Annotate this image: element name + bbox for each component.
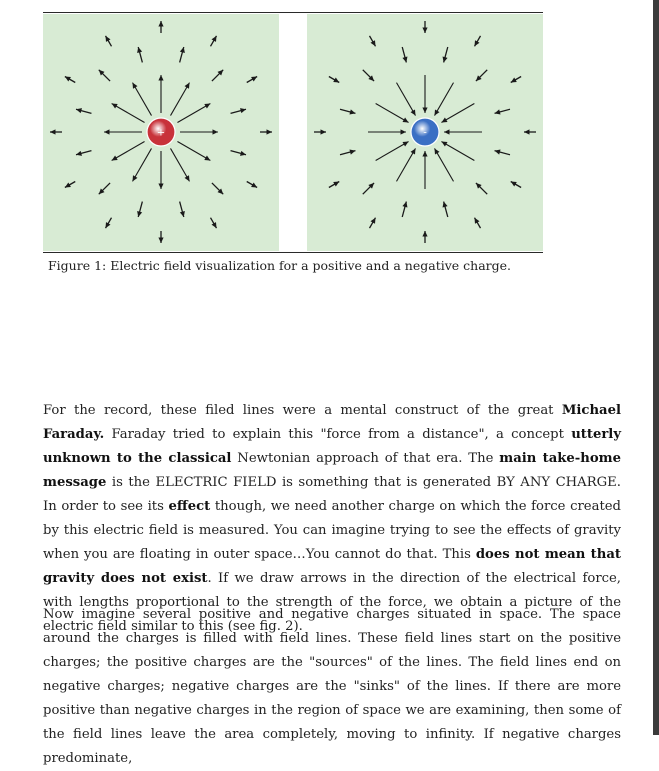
field-arrow bbox=[112, 104, 145, 123]
field-arrow bbox=[329, 77, 339, 83]
field-arrow bbox=[370, 218, 376, 228]
bold-phrase: Michael Faraday. bbox=[43, 403, 621, 442]
pos-charge-symbol: + bbox=[156, 127, 166, 139]
field-arrow bbox=[524, 129, 536, 134]
field-arrow bbox=[158, 231, 163, 243]
field-arrow bbox=[76, 151, 91, 156]
field-arrow bbox=[476, 183, 487, 194]
field-figure bbox=[43, 12, 543, 254]
figure-caption: Figure 1: Electric field visualization for a positive and a negative charge. bbox=[48, 258, 512, 273]
figure-bottom-rule bbox=[43, 252, 543, 253]
field-arrow bbox=[340, 109, 355, 114]
page-edge bbox=[653, 0, 659, 735]
field-arrow bbox=[435, 83, 454, 116]
field-arrow bbox=[99, 183, 110, 194]
field-arrow bbox=[231, 108, 246, 113]
field-arrow bbox=[368, 129, 406, 134]
field-arrow bbox=[314, 129, 326, 134]
text-run: is the ELECTRIC FIELD is something that is generated BY ANY CHARGE. In order to see its bbox=[43, 475, 621, 514]
negative-field-diagram bbox=[307, 14, 543, 251]
field-arrow bbox=[65, 182, 75, 188]
field-arrow bbox=[247, 182, 257, 188]
field-arrow bbox=[104, 129, 142, 134]
field-arrow bbox=[212, 183, 223, 194]
field-arrow bbox=[441, 142, 474, 161]
field-arrow bbox=[443, 47, 448, 62]
field-arrow bbox=[133, 148, 152, 181]
paragraph-field-lines bbox=[43, 603, 621, 771]
field-arrow bbox=[50, 129, 62, 134]
field-arrow bbox=[376, 142, 409, 161]
field-arrow bbox=[476, 70, 487, 81]
field-arrow bbox=[435, 148, 454, 181]
text-run: Faraday tried to explain this "force from a distance", a concept bbox=[104, 427, 572, 442]
field-arrow bbox=[441, 104, 474, 123]
text-run: though, we need another charge on which the force created by this electric field is measured. You can imagine trying to see the effects of gravity when you are floating in outer space…You cannot do that. This bbox=[43, 499, 621, 562]
field-arrow bbox=[137, 47, 142, 62]
field-arrow bbox=[211, 36, 217, 46]
text-run: Now imagine several positive and negative charges situated in space. The space around the charges is filled with field lines. These field lines start on the positive charges; the positive charges are the "sources" of the lines. The field lines end on negative charges; negative charges are the "sinks" of the lines. If there are more positive than negative charges in the region of space we are examining, then some of the field lines leave the area completely, moving to infinity. If negative charges predominate, bbox=[43, 607, 621, 766]
text-run: For the record, these filed lines were a mental construct of the great bbox=[43, 403, 562, 418]
field-arrow bbox=[495, 150, 510, 155]
field-arrow bbox=[402, 47, 407, 62]
field-arrow bbox=[180, 202, 185, 217]
text-run: Newtonian approach of that era. The bbox=[231, 451, 500, 466]
field-arrow bbox=[511, 182, 521, 188]
field-arrow bbox=[158, 75, 163, 113]
field-arrow bbox=[370, 36, 376, 46]
field-arrow bbox=[511, 77, 521, 83]
field-arrow bbox=[171, 148, 190, 181]
field-arrow bbox=[231, 151, 246, 156]
pos-charge-sphere bbox=[147, 118, 175, 146]
field-arrow bbox=[180, 47, 185, 62]
field-arrow bbox=[171, 83, 190, 116]
field-arrow bbox=[212, 70, 223, 81]
field-arrow bbox=[363, 70, 374, 81]
field-arrow bbox=[422, 151, 427, 189]
bold-phrase: utterly unknown to the classical bbox=[43, 427, 621, 466]
bold-phrase: does not mean that gravity does not exist bbox=[43, 547, 621, 586]
field-arrow bbox=[376, 104, 409, 123]
field-arrow bbox=[397, 83, 416, 116]
field-arrow bbox=[106, 36, 112, 46]
bold-phrase: effect bbox=[168, 499, 211, 514]
field-arrow bbox=[133, 83, 152, 116]
figure-top-rule bbox=[43, 12, 543, 13]
field-arrow bbox=[137, 202, 142, 217]
field-arrow bbox=[65, 77, 75, 83]
positive-charge-panel bbox=[43, 14, 279, 251]
negative-charge-panel bbox=[307, 14, 543, 251]
field-arrow bbox=[260, 129, 272, 134]
field-arrow bbox=[422, 75, 427, 113]
field-arrow bbox=[177, 142, 210, 161]
text-run: . If we draw arrows in the direction of the electrical force, with lengths proportional to the strength of the force, we obtain a picture of the electric field similar to this (see fig. 2). bbox=[43, 571, 621, 634]
field-arrow bbox=[475, 36, 481, 46]
field-arrow bbox=[422, 231, 427, 243]
positive-field-diagram bbox=[43, 14, 279, 251]
field-arrow bbox=[402, 202, 407, 217]
field-arrow bbox=[397, 148, 416, 181]
field-arrow bbox=[363, 183, 374, 194]
field-arrow bbox=[475, 218, 481, 228]
field-arrow bbox=[340, 150, 355, 155]
field-arrow bbox=[247, 77, 257, 83]
field-arrow bbox=[211, 218, 217, 228]
field-arrow bbox=[106, 218, 112, 228]
field-arrow bbox=[158, 21, 163, 33]
field-arrow bbox=[158, 151, 163, 189]
field-arrow bbox=[99, 70, 110, 81]
field-arrow bbox=[112, 142, 145, 161]
field-arrow bbox=[495, 109, 510, 114]
field-arrow bbox=[329, 182, 339, 188]
field-arrow bbox=[177, 104, 210, 123]
field-arrow bbox=[444, 129, 482, 134]
neg-charge-sphere bbox=[411, 118, 439, 146]
bold-phrase: main take-home message bbox=[43, 451, 621, 490]
field-arrow bbox=[422, 21, 427, 33]
field-arrow bbox=[76, 108, 91, 113]
field-arrow bbox=[180, 129, 218, 134]
field-arrow bbox=[443, 202, 448, 217]
neg-charge-symbol: - bbox=[423, 127, 427, 139]
